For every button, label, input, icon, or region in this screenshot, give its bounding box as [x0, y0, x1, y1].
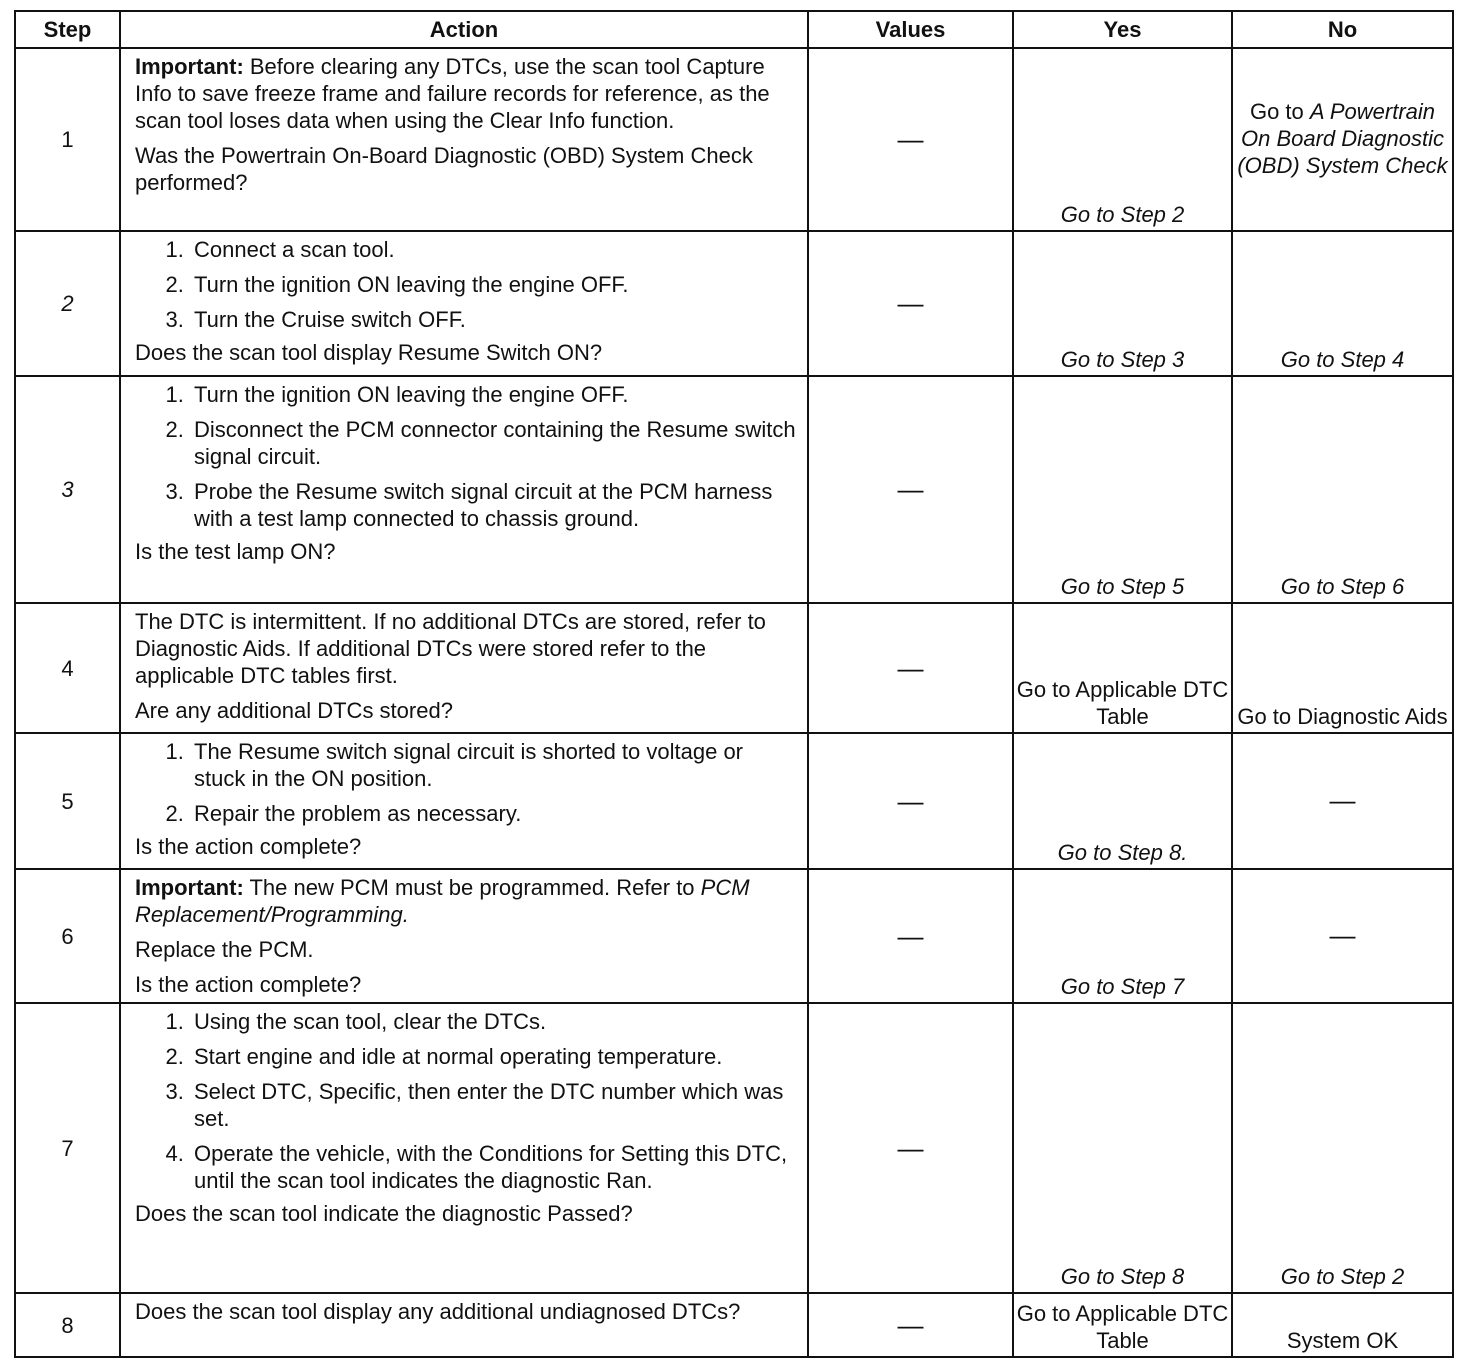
- question-text: Are any additional DTCs stored?: [135, 698, 453, 723]
- no-cell: Go to Diagnostic Aids: [1232, 603, 1453, 733]
- table-row: [15, 376, 1453, 603]
- yes-cell: Go to Step 8: [1013, 1003, 1232, 1293]
- diagnostic-table: [14, 10, 1454, 1358]
- table-row: [15, 231, 1453, 376]
- table-row: [15, 603, 1453, 733]
- table-row: [15, 48, 1453, 231]
- step-number: 4: [15, 603, 120, 733]
- instruction-text: Replace the PCM.: [135, 937, 314, 962]
- yes-cell: Go to Applicable DTC Table: [1013, 603, 1232, 733]
- table-row: [15, 733, 1453, 869]
- important-link: PCM Replacement/Programming.: [135, 875, 750, 927]
- value-cell: —: [808, 231, 1013, 376]
- no-prefix: Go to: [1249, 99, 1310, 124]
- yes-cell: Go to Step 7: [1013, 869, 1232, 1003]
- list-item: 1. Using the scan tool, clear the DTCs.: [190, 1008, 797, 1035]
- step-number: 5: [15, 733, 120, 869]
- value-cell: —: [808, 376, 1013, 603]
- value-cell: —: [808, 1003, 1013, 1293]
- yes-cell: Go to Step 8.: [1013, 733, 1232, 869]
- yes-cell: Go to Step 2: [1013, 48, 1232, 231]
- action-list: [135, 738, 797, 827]
- action-cell: [120, 1003, 808, 1293]
- yes-cell: Go to Applicable DTC Table: [1013, 1293, 1232, 1357]
- list-item: 1. The Resume switch signal circuit is shorted to voltage or stuck in the ON position.: [190, 738, 797, 792]
- list-item: 3. Probe the Resume switch signal circuit at the PCM harness with a test lamp connected to chassis ground.: [190, 478, 797, 532]
- important-label: Important:: [135, 875, 244, 900]
- no-cell: —: [1232, 869, 1453, 1003]
- question-text: Is the action complete?: [135, 972, 362, 997]
- yes-cell: Go to Step 3: [1013, 231, 1232, 376]
- step-number: 7: [15, 1003, 120, 1293]
- step-number: 6: [15, 869, 120, 1003]
- header-step: Step: [15, 11, 120, 48]
- question-text: Does the scan tool display Resume Switch ON?: [135, 340, 603, 365]
- value-cell: —: [808, 48, 1013, 231]
- header-yes: Yes: [1013, 11, 1232, 48]
- important-text: Before clearing any DTCs, use the scan tool Capture Info to save freeze frame and failure records for reference, as the scan tool loses data when using the Clear Info function.: [135, 54, 770, 133]
- value-cell: —: [808, 869, 1013, 1003]
- list-item: 3. Turn the Cruise switch OFF.: [190, 306, 797, 333]
- action-cell: [120, 733, 808, 869]
- no-cell: [1232, 48, 1453, 231]
- header-action: Action: [120, 11, 808, 48]
- value-cell: —: [808, 733, 1013, 869]
- list-item: 4. Operate the vehicle, with the Conditions for Setting this DTC, until the scan tool indicates the diagnostic Ran.: [190, 1140, 797, 1194]
- step-number: 3: [15, 376, 120, 603]
- important-text: The new PCM must be programmed. Refer to: [243, 875, 701, 900]
- action-list: [135, 1008, 797, 1194]
- no-cell: Go to Step 2: [1232, 1003, 1453, 1293]
- step-number: 8: [15, 1293, 120, 1357]
- list-item: 2. Repair the problem as necessary.: [190, 800, 797, 827]
- action-cell: [120, 48, 808, 231]
- action-list: [135, 236, 797, 333]
- question-text: Is the action complete?: [135, 834, 362, 859]
- value-cell: —: [808, 603, 1013, 733]
- no-link: A Powertrain On Board Diagnostic (OBD) System Check: [1237, 99, 1448, 178]
- list-item: 1. Connect a scan tool.: [190, 236, 797, 263]
- value-cell: —: [808, 1293, 1013, 1357]
- action-text: The DTC is intermittent. If no additional DTCs are stored, refer to Diagnostic Aids. If additional DTCs were stored refer to the applicable DTC tables first.: [135, 609, 766, 688]
- action-cell: [120, 1293, 808, 1357]
- important-label: Important:: [135, 54, 244, 79]
- question-text: Does the scan tool indicate the diagnostic Passed?: [135, 1201, 633, 1226]
- list-item: 2. Disconnect the PCM connector containing the Resume switch signal circuit.: [190, 416, 797, 470]
- list-item: 1. Turn the ignition ON leaving the engine OFF.: [190, 381, 797, 408]
- list-item: 3. Select DTC, Specific, then enter the DTC number which was set.: [190, 1078, 797, 1132]
- table-row: [15, 1293, 1453, 1357]
- question-text: Does the scan tool display any additional undiagnosed DTCs?: [135, 1299, 741, 1324]
- no-cell: Go to Step 4: [1232, 231, 1453, 376]
- step-number: 2: [15, 231, 120, 376]
- yes-cell: Go to Step 5: [1013, 376, 1232, 603]
- no-cell: Go to Step 6: [1232, 376, 1453, 603]
- action-cell: [120, 603, 808, 733]
- action-list: [135, 381, 797, 532]
- action-cell: [120, 376, 808, 603]
- step-number: 1: [15, 48, 120, 231]
- important-note: [135, 53, 797, 134]
- question-text: Is the test lamp ON?: [135, 539, 336, 564]
- list-item: 2. Turn the ignition ON leaving the engine OFF.: [190, 271, 797, 298]
- table-row: [15, 1003, 1453, 1293]
- action-cell: [120, 231, 808, 376]
- header-row: [15, 11, 1453, 48]
- question-text: Was the Powertrain On-Board Diagnostic (OBD) System Check performed?: [135, 143, 753, 195]
- important-note: [135, 874, 797, 928]
- list-item: 2. Start engine and idle at normal operating temperature.: [190, 1043, 797, 1070]
- header-values: Values: [808, 11, 1013, 48]
- no-cell: —: [1232, 733, 1453, 869]
- header-no: No: [1232, 11, 1453, 48]
- table-row: [15, 869, 1453, 1003]
- no-cell: System OK: [1232, 1293, 1453, 1357]
- action-cell: [120, 869, 808, 1003]
